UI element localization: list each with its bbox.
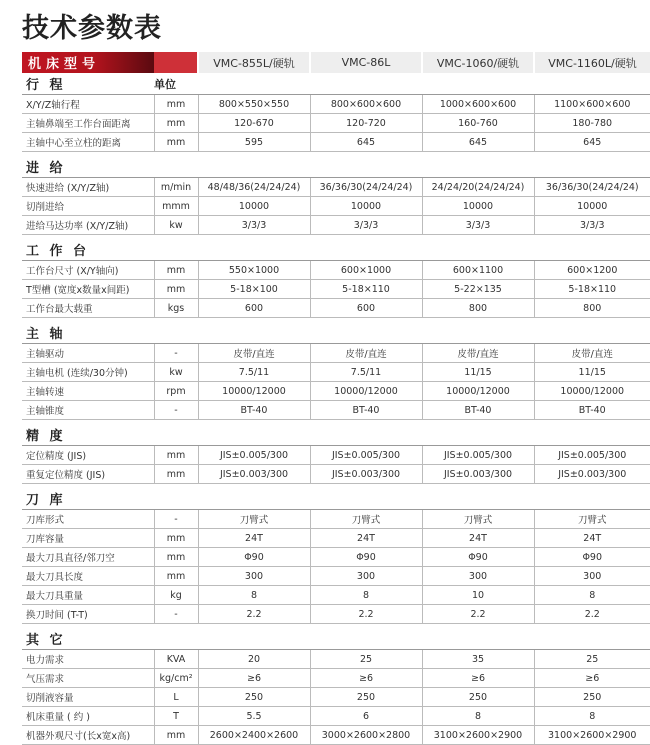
- spec-value: JIS±0.003/300: [310, 465, 422, 484]
- spec-value: 600: [310, 299, 422, 318]
- spec-value: 35: [422, 650, 534, 669]
- spec-value: 刀臂式: [422, 510, 534, 529]
- spec-value: 48/48/36(24/24/24): [198, 178, 310, 197]
- spec-name: X/Y/Z轴行程: [22, 95, 154, 114]
- spec-unit: kw: [154, 363, 198, 382]
- spec-value: 24T: [534, 529, 650, 548]
- spec-unit: mm: [154, 446, 198, 465]
- section-header-filler: [422, 488, 534, 510]
- section-title: 刀 库: [22, 488, 154, 510]
- unit-column-header: [154, 628, 198, 650]
- spec-value: 2600×2400×2600: [198, 726, 310, 745]
- spec-value: 800×550×550: [198, 95, 310, 114]
- spec-value: 8: [422, 707, 534, 726]
- spec-value: JIS±0.005/300: [534, 446, 650, 465]
- spec-name: 切削进给: [22, 197, 154, 216]
- spec-name: 快速进给 (X/Y/Z轴): [22, 178, 154, 197]
- spec-row: [22, 363, 650, 382]
- spec-name: 最大刀具直径/邻刀空: [22, 548, 154, 567]
- spec-value: 250: [422, 688, 534, 707]
- spec-name: 刀库容量: [22, 529, 154, 548]
- spec-name: 切削液容量: [22, 688, 154, 707]
- spec-row: [22, 95, 650, 114]
- section-header-filler: [310, 322, 422, 344]
- section-header-row: [22, 239, 650, 261]
- model-header-label: 机床型号: [22, 52, 154, 73]
- spec-row: [22, 178, 650, 197]
- spec-row: [22, 401, 650, 420]
- spec-name: 机器外观尺寸(长x宽x高): [22, 726, 154, 745]
- spec-row: [22, 707, 650, 726]
- spec-value: 5-22×135: [422, 280, 534, 299]
- spec-row: [22, 650, 650, 669]
- spec-name: 换刀时间 (T-T): [22, 605, 154, 624]
- spec-unit: m/min: [154, 178, 198, 197]
- spec-value: 24T: [198, 529, 310, 548]
- section-header-filler: [534, 424, 650, 446]
- section-title: 精 度: [22, 424, 154, 446]
- spec-value: 5-18×100: [198, 280, 310, 299]
- spec-value: 10000: [198, 197, 310, 216]
- spec-value: JIS±0.005/300: [422, 446, 534, 465]
- spec-value: Φ90: [534, 548, 650, 567]
- spec-unit: kgs: [154, 299, 198, 318]
- spec-value: 595: [198, 133, 310, 152]
- section-header-filler: [422, 239, 534, 261]
- spec-name: 最大刀具重量: [22, 586, 154, 605]
- spec-value: ≥6: [534, 669, 650, 688]
- spec-value: 120-670: [198, 114, 310, 133]
- spec-value: JIS±0.005/300: [198, 446, 310, 465]
- section-header-filler: [310, 156, 422, 178]
- spec-value: 25: [310, 650, 422, 669]
- spec-unit: kw: [154, 216, 198, 235]
- section-header-row: [22, 424, 650, 446]
- section-header-row: [22, 322, 650, 344]
- spec-value: Φ90: [310, 548, 422, 567]
- section-header-filler: [422, 628, 534, 650]
- spec-value: 3000×2600×2800: [310, 726, 422, 745]
- section-header-filler: [534, 239, 650, 261]
- spec-name: 主轴锥度: [22, 401, 154, 420]
- model-header-row: [22, 52, 650, 73]
- spec-unit: T: [154, 707, 198, 726]
- spec-row: [22, 669, 650, 688]
- spec-value: 7.5/11: [198, 363, 310, 382]
- spec-value: 10000/12000: [310, 382, 422, 401]
- spec-value: 25: [534, 650, 650, 669]
- spec-value: 120-720: [310, 114, 422, 133]
- section-header-filler: [422, 322, 534, 344]
- spec-value: 8: [198, 586, 310, 605]
- spec-value: 2.2: [422, 605, 534, 624]
- spec-unit: mm: [154, 114, 198, 133]
- section-header-filler: [534, 73, 650, 95]
- spec-value: 8: [310, 586, 422, 605]
- spec-value: 3100×2600×2900: [534, 726, 650, 745]
- spec-unit: mm: [154, 548, 198, 567]
- spec-row: [22, 133, 650, 152]
- section-header-filler: [534, 628, 650, 650]
- spec-name: 重复定位精度 (JIS): [22, 465, 154, 484]
- spec-row: [22, 344, 650, 363]
- spec-value: 1000×600×600: [422, 95, 534, 114]
- spec-value: 3/3/3: [534, 216, 650, 235]
- section-header-filler: [198, 488, 310, 510]
- spec-value: 36/36/30(24/24/24): [310, 178, 422, 197]
- spec-value: ≥6: [310, 669, 422, 688]
- spec-row: [22, 529, 650, 548]
- spec-value: 10000: [310, 197, 422, 216]
- spec-name: 工作台尺寸 (X/Y轴向): [22, 261, 154, 280]
- spec-value: 8: [534, 707, 650, 726]
- spec-name: 主轴中心至立柱的距离: [22, 133, 154, 152]
- spec-unit: mm: [154, 133, 198, 152]
- spec-unit: -: [154, 510, 198, 529]
- spec-value: 160-760: [422, 114, 534, 133]
- spec-row: [22, 567, 650, 586]
- spec-value: 600×1000: [310, 261, 422, 280]
- spec-row: [22, 280, 650, 299]
- spec-name: 工作台最大载重: [22, 299, 154, 318]
- spec-value: 皮带/直连: [310, 344, 422, 363]
- spec-value: 6: [310, 707, 422, 726]
- section-header-filler: [422, 424, 534, 446]
- spec-name: 主轴鼻端至工作台面距离: [22, 114, 154, 133]
- spec-value: 1100×600×600: [534, 95, 650, 114]
- spec-value: 3100×2600×2900: [422, 726, 534, 745]
- spec-value: 10000: [534, 197, 650, 216]
- spec-unit: kg: [154, 586, 198, 605]
- spec-name: 最大刀具长度: [22, 567, 154, 586]
- section-header-filler: [310, 424, 422, 446]
- spec-unit: mm: [154, 567, 198, 586]
- unit-column-header: 单位: [154, 73, 198, 95]
- spec-unit: mm: [154, 280, 198, 299]
- spec-unit: mm: [154, 261, 198, 280]
- spec-value: 10000/12000: [198, 382, 310, 401]
- spec-row: [22, 446, 650, 465]
- spec-name: 主轴转速: [22, 382, 154, 401]
- spec-value: JIS±0.003/300: [534, 465, 650, 484]
- spec-row: [22, 197, 650, 216]
- section-header-filler: [534, 488, 650, 510]
- spec-row: [22, 510, 650, 529]
- spec-unit: mm: [154, 95, 198, 114]
- spec-value: Φ90: [422, 548, 534, 567]
- spec-value: 300: [310, 567, 422, 586]
- spec-value: 24T: [310, 529, 422, 548]
- spec-row: [22, 548, 650, 567]
- spec-unit: -: [154, 605, 198, 624]
- spec-table: [22, 52, 650, 745]
- spec-value: 800: [422, 299, 534, 318]
- spec-value: 刀臂式: [198, 510, 310, 529]
- spec-value: 300: [422, 567, 534, 586]
- spec-unit: mm: [154, 529, 198, 548]
- section-header-filler: [198, 628, 310, 650]
- spec-row: [22, 605, 650, 624]
- spec-value: 250: [198, 688, 310, 707]
- spec-row: [22, 216, 650, 235]
- spec-name: 进给马达功率 (X/Y/Z轴): [22, 216, 154, 235]
- section-title: 其 它: [22, 628, 154, 650]
- section-header-filler: [198, 73, 310, 95]
- section-header-filler: [534, 156, 650, 178]
- spec-value: 550×1000: [198, 261, 310, 280]
- spec-value: 250: [310, 688, 422, 707]
- section-header-filler: [198, 322, 310, 344]
- spec-unit: mm: [154, 726, 198, 745]
- section-title: 行 程: [22, 73, 154, 95]
- section-header-row: [22, 488, 650, 510]
- section-header-filler: [422, 73, 534, 95]
- model-name: VMC-86L: [310, 52, 422, 73]
- section-header-row: [22, 156, 650, 178]
- spec-name: T型槽 (宽度x数量x间距): [22, 280, 154, 299]
- spec-value: 36/36/30(24/24/24): [534, 178, 650, 197]
- spec-row: [22, 726, 650, 745]
- spec-value: 180-780: [534, 114, 650, 133]
- spec-value: 10000/12000: [422, 382, 534, 401]
- spec-unit: -: [154, 401, 198, 420]
- spec-value: JIS±0.003/300: [422, 465, 534, 484]
- unit-column-header: [154, 424, 198, 446]
- section-header-filler: [422, 156, 534, 178]
- spec-value: 20: [198, 650, 310, 669]
- spec-value: 250: [534, 688, 650, 707]
- spec-value: 3/3/3: [310, 216, 422, 235]
- model-name: VMC-1060/硬轨: [422, 52, 534, 73]
- spec-value: 3/3/3: [422, 216, 534, 235]
- spec-value: 645: [534, 133, 650, 152]
- section-header-filler: [310, 239, 422, 261]
- spec-unit: mmm: [154, 197, 198, 216]
- spec-value: JIS±0.005/300: [310, 446, 422, 465]
- model-name: VMC-855L/硬轨: [198, 52, 310, 73]
- spec-value: BT-40: [422, 401, 534, 420]
- spec-value: 600×1200: [534, 261, 650, 280]
- section-header-filler: [310, 488, 422, 510]
- spec-value: 2.2: [310, 605, 422, 624]
- spec-value: 645: [422, 133, 534, 152]
- spec-unit: KVA: [154, 650, 198, 669]
- spec-value: 11/15: [422, 363, 534, 382]
- spec-value: 皮带/直连: [534, 344, 650, 363]
- spec-value: 645: [310, 133, 422, 152]
- spec-value: 600: [198, 299, 310, 318]
- spec-value: 5.5: [198, 707, 310, 726]
- spec-value: 刀臂式: [310, 510, 422, 529]
- spec-name: 主轴电机 (连续/30分钟): [22, 363, 154, 382]
- spec-unit: L: [154, 688, 198, 707]
- spec-name: 定位精度 (JIS): [22, 446, 154, 465]
- spec-unit: mm: [154, 465, 198, 484]
- spec-value: ≥6: [422, 669, 534, 688]
- spec-value: BT-40: [310, 401, 422, 420]
- section-title: 主 轴: [22, 322, 154, 344]
- spec-value: 11/15: [534, 363, 650, 382]
- spec-value: 10000: [422, 197, 534, 216]
- spec-value: 3/3/3: [198, 216, 310, 235]
- spec-row: [22, 586, 650, 605]
- spec-row: [22, 688, 650, 707]
- spec-value: 皮带/直连: [422, 344, 534, 363]
- spec-name: 电力需求: [22, 650, 154, 669]
- spec-value: 8: [534, 586, 650, 605]
- section-header-filler: [310, 628, 422, 650]
- spec-value: ≥6: [198, 669, 310, 688]
- unit-column-header: [154, 322, 198, 344]
- spec-value: 7.5/11: [310, 363, 422, 382]
- section-header-filler: [534, 322, 650, 344]
- spec-value: 300: [198, 567, 310, 586]
- spec-value: 10000/12000: [534, 382, 650, 401]
- section-header-filler: [198, 424, 310, 446]
- spec-name: 主轴驱动: [22, 344, 154, 363]
- spec-row: [22, 299, 650, 318]
- spec-value: 5-18×110: [310, 280, 422, 299]
- section-header-row: [22, 628, 650, 650]
- spec-unit: rpm: [154, 382, 198, 401]
- spec-value: Φ90: [198, 548, 310, 567]
- section-header-filler: [310, 73, 422, 95]
- spec-value: JIS±0.003/300: [198, 465, 310, 484]
- spec-name: 气压需求: [22, 669, 154, 688]
- spec-value: 800: [534, 299, 650, 318]
- spec-row: [22, 261, 650, 280]
- spec-value: 300: [534, 567, 650, 586]
- spec-value: BT-40: [534, 401, 650, 420]
- spec-value: 24/24/20(24/24/24): [422, 178, 534, 197]
- spec-value: 800×600×600: [310, 95, 422, 114]
- spec-value: BT-40: [198, 401, 310, 420]
- spec-name: 机床重量 ( 约 ): [22, 707, 154, 726]
- spec-value: 24T: [422, 529, 534, 548]
- spec-value: 2.2: [534, 605, 650, 624]
- spec-unit: -: [154, 344, 198, 363]
- spec-value: 600×1100: [422, 261, 534, 280]
- spec-value: 皮带/直连: [198, 344, 310, 363]
- spec-value: 刀臂式: [534, 510, 650, 529]
- unit-column-header: [154, 488, 198, 510]
- spec-value: 2.2: [198, 605, 310, 624]
- unit-column-header: [154, 156, 198, 178]
- section-header-filler: [198, 156, 310, 178]
- spec-row: [22, 114, 650, 133]
- unit-column-header: [154, 239, 198, 261]
- spec-value: 5-18×110: [534, 280, 650, 299]
- section-header-row: [22, 73, 650, 95]
- section-title: 工 作 台: [22, 239, 154, 261]
- spec-row: [22, 382, 650, 401]
- spec-value: 10: [422, 586, 534, 605]
- model-name: VMC-1160L/硬轨: [534, 52, 650, 73]
- spec-row: [22, 465, 650, 484]
- spec-name: 刀库形式: [22, 510, 154, 529]
- section-title: 进 给: [22, 156, 154, 178]
- section-header-filler: [198, 239, 310, 261]
- model-header-spacer: [154, 52, 198, 73]
- page-title: 技术参数表: [22, 13, 162, 44]
- spec-unit: kg/cm²: [154, 669, 198, 688]
